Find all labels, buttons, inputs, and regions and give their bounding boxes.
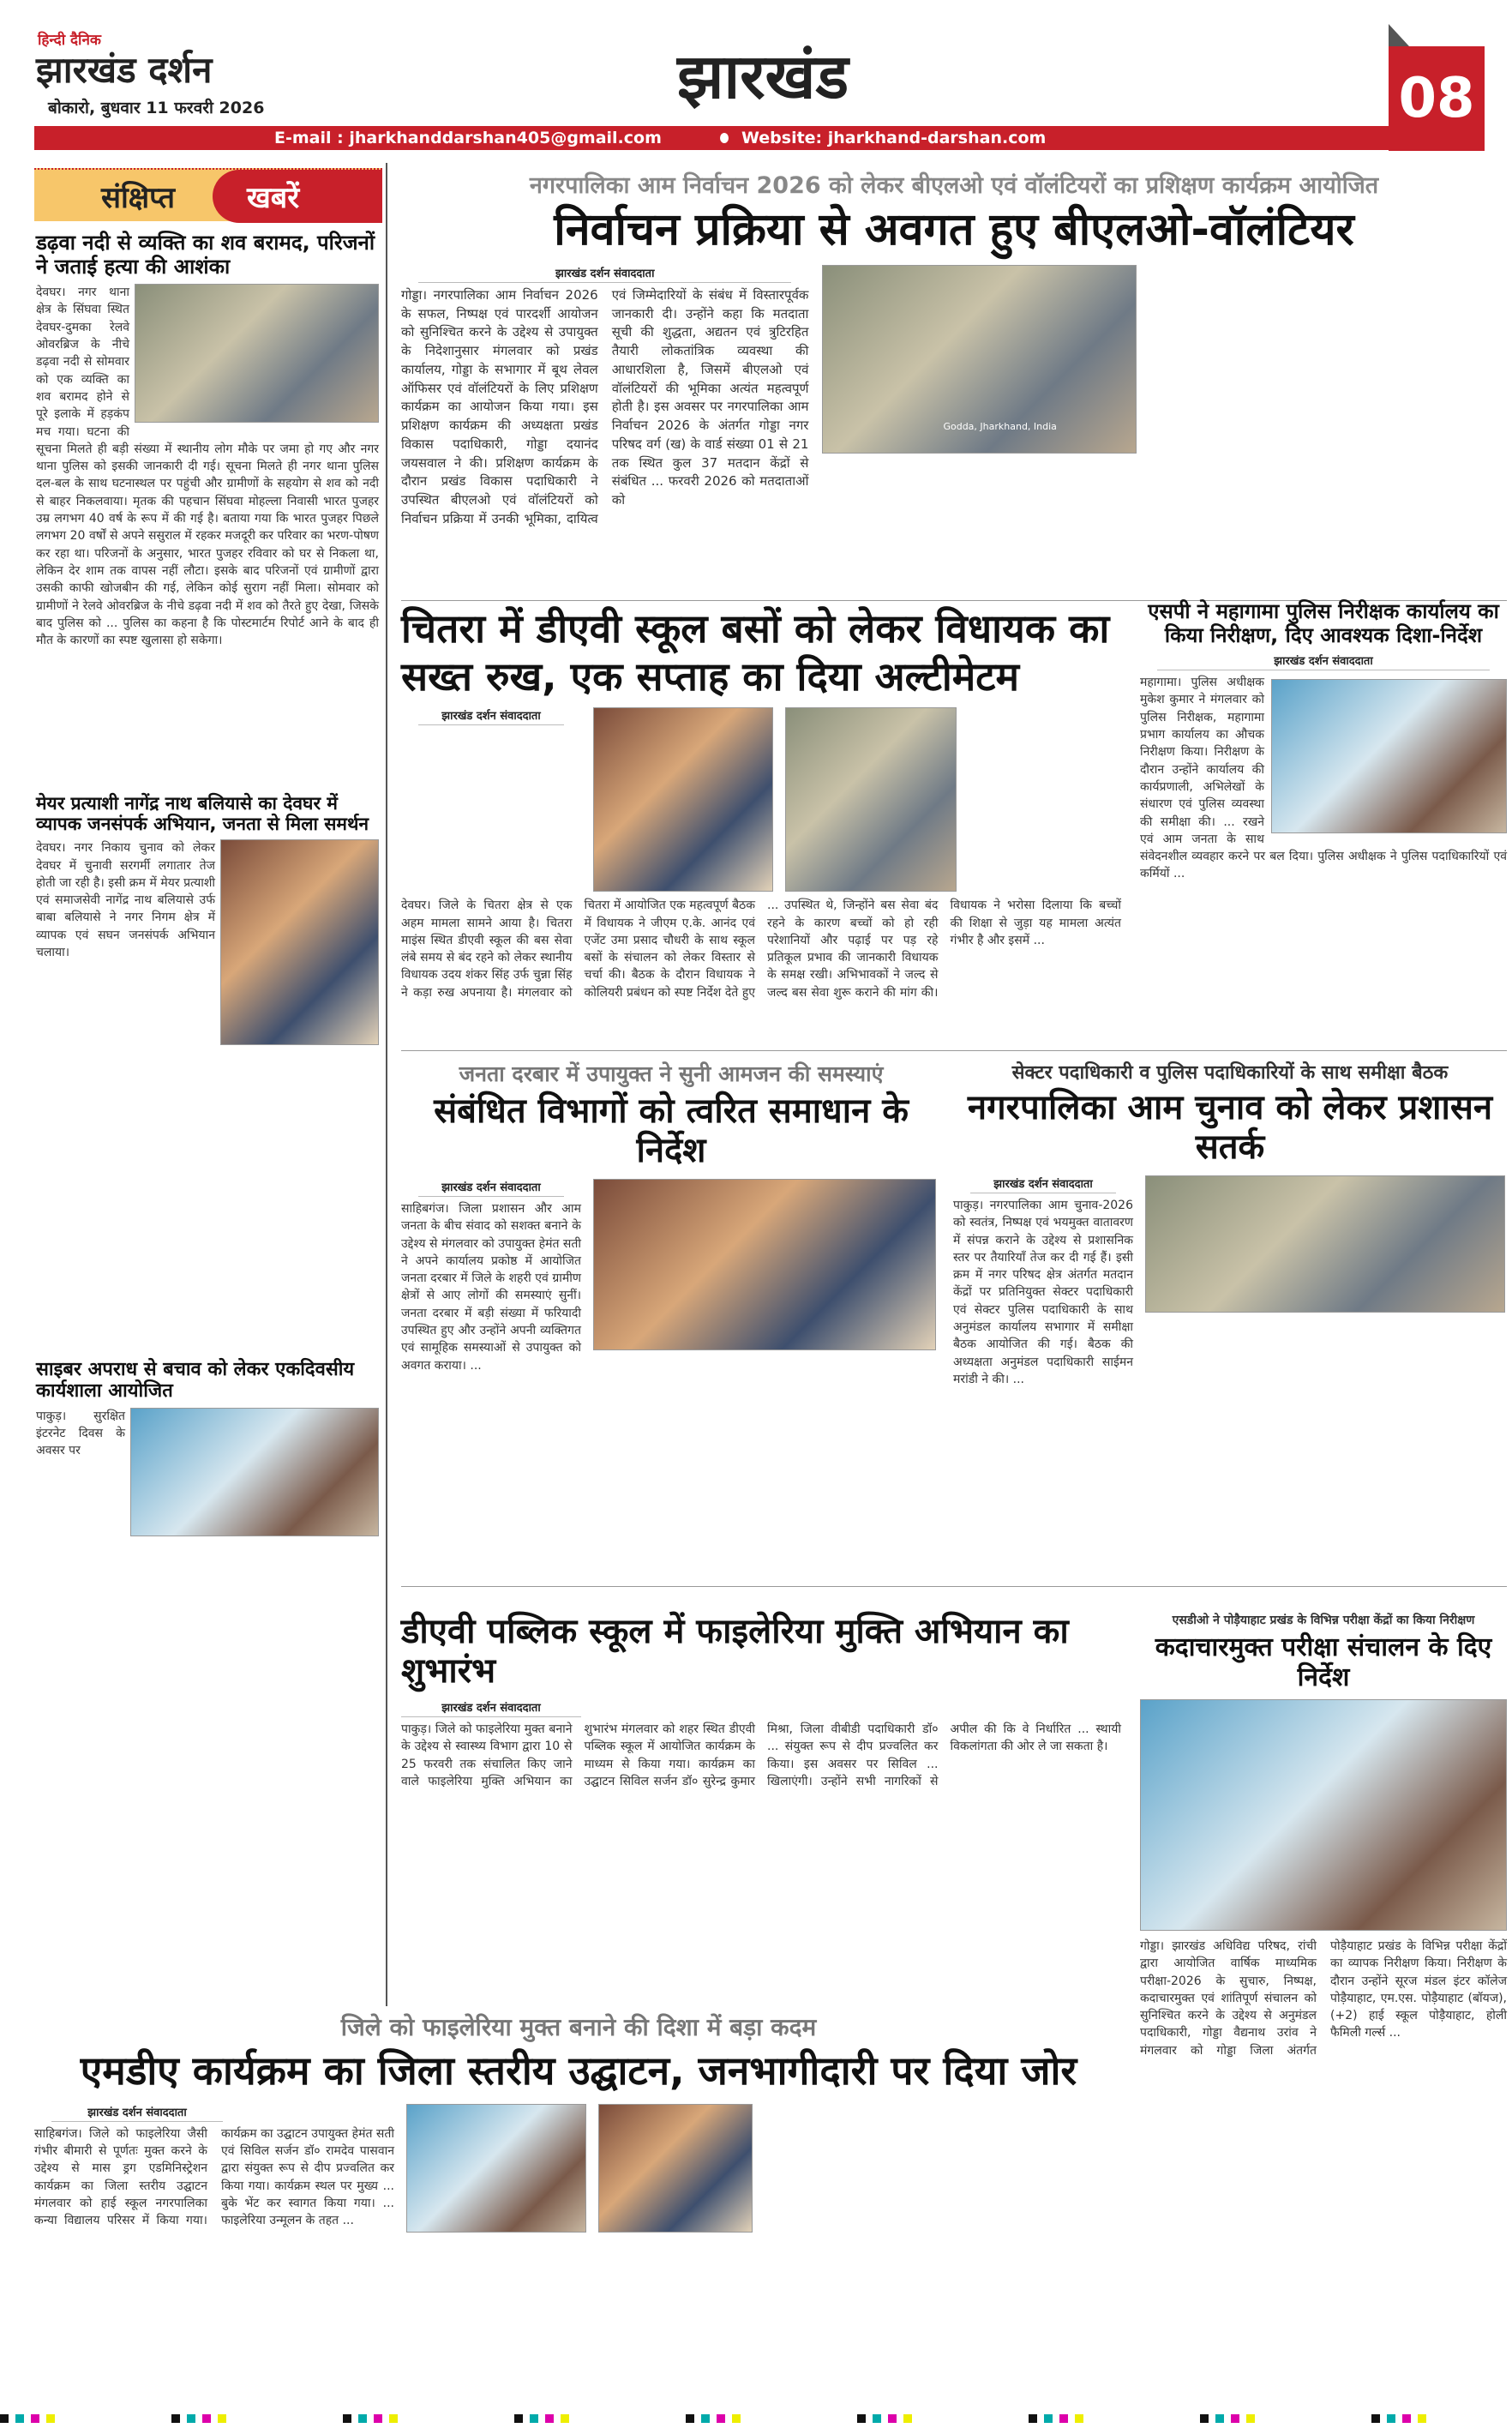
masthead: [0, 0, 1512, 154]
article-body: पाकुड़। सुरक्षित इंटरनेट दिवस के अवसर पर: [36, 1409, 125, 1458]
headline: डढ़वा नदी से व्यक्ति का शव बरामद, परिजनों ने जताई हत्या की आशंका: [36, 231, 375, 279]
photo-exam-hall: [1140, 1699, 1507, 1931]
byline: झारखंड दर्शन संवाददाता: [418, 1179, 564, 1197]
byline: झारखंड दर्शन संवाददाता: [418, 265, 791, 283]
divider: [401, 1586, 1507, 1587]
section-title: झारखंड: [677, 40, 849, 112]
article-body: पाकुड़। जिले को फाइलेरिया मुक्त बनाने के उद्देश्य से स्वास्थ्य विभाग द्वारा 10 से 25 फरवरी तक संचालित किए जाने वाले फाइलेरिया मुक्ति अभियान का शुभारंभ मंगलवार को शहर स्थित डीएवी पब्लिक स्कूल में आयोजित कार्यक्रम के माध्यम से किया गया। कार्यक्रम का उद्घाटन सिविल सर्जन डॉ० सुरेन्द्र कुमार मिश्रा, जिला वीबीडी पदाधिकारी डॉ० ... संयुक्त रूप से दीप प्रज्वलित कर किया। इस अवसर पर सिविल ... खिलाएंगी। उन्होंने सभी नागरिकों से अपील की कि वे निर्धारित ... स्थायी विकलांगता की ओर ले जा सकता है।: [401, 1722, 1121, 1788]
photo-mda-1: [406, 2104, 586, 2233]
kicker: जिले को फाइलेरिया मुक्त बनाने की दिशा में बड़ा कदम: [340, 2013, 817, 2041]
article-darwa: [36, 231, 379, 649]
headline: एमडीए कार्यक्रम का जिला स्तरीय उद्घाटन, जनभागीदारी पर दिया जोर: [80, 2047, 1077, 2094]
kicker: एसडीओ ने पोड़ैयाहाट प्रखंड के विभिन्न परीक्षा केंद्रों का किया निरीक्षण: [1172, 1614, 1475, 1627]
headline: साइबर अपराध से बचाव को लेकर एकदिवसीय कार्यशाला आयोजित: [36, 1359, 355, 1403]
article-body: पाकुड़। नगरपालिका आम चुनाव-2026 को स्वतंत्र, निष्पक्ष एवं भयमुक्त वातावरण में संपन्न कराने के उद्देश्य से प्रशासनिक स्तर पर तैयारियाँ तेज कर दी गई हैं। इसी क्रम में नगर परिषद क्षेत्र अंतर्गत मतदान केंद्रों पर प्रतिनियुक्त सेक्टर पदाधिकारी एवं सेक्टर पुलिस पदाधिकारी के साथ अनुमंडल कार्यालय सभागार में समीक्षा बैठक आयोजित की गई। बैठक की अध्यक्षता अनुमंडल पदाधिकारी साईमन मरांडी ने की। ...: [953, 1199, 1133, 1386]
divider: [401, 1050, 1507, 1051]
headline: निर्वाचन प्रक्रिया से अवगत हुए बीएलओ-वॉलंटियर: [554, 204, 1354, 255]
top-story: [401, 168, 1507, 529]
article-body: महागामा। पुलिस अधीक्षक मुकेश कुमार ने मंगलवार को पुलिस निरीक्षक, महागामा प्रभाग कार्यालय का औचक निरीक्षण किया। निरीक्षण के दौरान उन्होंने कार्यालय की कार्यप्रणाली, अभिलेखों के संधारण एवं पुलिस व्यवस्था की समीक्षा की। ... रखने एवं आम जनता के साथ संवेदनशील व्यवहार करने पर बल दिया। पुलिस अधीक्षक ने पुलिस पदाधिकारियों एवं कर्मियों ...: [1140, 676, 1507, 881]
article-mayor: [36, 793, 379, 1049]
bullet-icon: [720, 133, 729, 143]
photo-mda-2: [598, 2104, 753, 2233]
brief-news-box: [34, 168, 382, 221]
kicker: नगरपालिका आम निर्वाचन 2026 को लेकर बीएलओ एवं वॉलंटियरों का प्रशिक्षण कार्यक्रम आयोजित: [529, 172, 1379, 199]
byline: झारखंड दर्शन संवाददाता: [418, 707, 564, 725]
article-body: गोड्डा। नगरपालिका आम निर्वाचन 2026 के सफल, निष्पक्ष एवं पारदर्शी आयोजन को सुनिश्चित करने के उद्देश्य से उपायुक्त के निदेशानुसार मंगलवार को प्रखंड कार्यालय, गोड्डा के सभागार में बूथ लेवल ऑफिसर एवं वॉलंटियरों के लिए प्रशिक्षण कार्यक्रम का आयोजन किया गया। इस प्रशिक्षण कार्यक्रम की अध्यक्षता प्रखंड विकास पदाधिकारी, गोड्डा दयानंद जयसवाल ने की। प्रशिक्षण कार्यक्रम के दौरान प्रखंड विकास पदाधिकारी ने उपस्थित बीएलओ एवं वॉलंटियरों को निर्वाचन प्रक्रिया में उनकी भूमिका, दायित्व एवं जिम्मेदारियों के संबंध में विस्तारपूर्वक जानकारी दी। उन्होंने कहा कि मतदाता सूची की शुद्धता, अद्यतन एवं त्रुटिरहित तैयारी लोकतांत्रिक व्यवस्था की आधारशिला है, जिसमें बीएलओ एवं वॉलंटियरों की भूमिका अत्यंत महत्वपूर्ण होती है। इस अवसर पर नगरपालिका आम निर्वाचन 2026 के अंतर्गत गोड्डा नगर परिषद वर्ग (ख) के वार्ड संख्या 01 से 21 तक स्थित कुल 37 मतदान केंद्रों से संबंधित ... फरवरी 2026 को मतदाताओं को: [401, 286, 809, 526]
registration-marks: [0, 2414, 1512, 2423]
column-divider: [386, 163, 387, 2006]
headline: नगरपालिका आम चुनाव को लेकर प्रशासन सतर्क: [967, 1088, 1493, 1167]
dav-filaria-story: [401, 1612, 1121, 1790]
paper-tagline: हिन्दी दैनिक: [38, 32, 101, 49]
photo-workshop: [130, 1408, 379, 1536]
page-number-text: 08: [1398, 67, 1475, 130]
article-body: देवघर। नगर निकाय चुनाव को लेकर देवघर में चुनावी सरगर्मी लगातार तेज होती जा रही है। इसी क्रम में मेयर प्रत्याशी एवं समाजसेवी नागेंद्र नाथ बलियासे उर्फ बाबा बलियासे ने नगर निगम क्षेत्र में व्यापक एवं सघन जनसंपर्क अभियान चलाया।: [36, 841, 215, 960]
byline: झारखंड दर्शन संवाददाता: [401, 1699, 581, 1717]
byline: झारखंड दर्शन संवाददाता: [51, 2104, 223, 2122]
news-label-text: खबरें: [247, 181, 300, 215]
photo-caption: Godda, Jharkhand, India: [943, 420, 1057, 432]
article-cyber: [36, 1359, 379, 1540]
photo-inspection: [1271, 679, 1507, 833]
headline: कदाचारमुक्त परीक्षा संचालन के दिए निर्देश: [1155, 1632, 1492, 1692]
chitra-story: [401, 604, 1121, 1001]
photo-meeting-2: [785, 707, 957, 892]
headline: मेयर प्रत्याशी नागेंद्र नाथ बलियासे का देवघर में व्यापक जनसंपर्क अभियान, जनता से मिला समर्थन: [36, 793, 369, 835]
mda-story: [34, 2010, 1123, 2233]
sp-story: [1140, 600, 1507, 883]
article-body: गोड्डा। झारखंड अधिविद्य परिषद, रांची द्वारा आयोजित वार्षिक माध्यमिक परीक्षा-2026 के सुचारु, निष्पक्ष, कदाचारमुक्त एवं शांतिपूर्ण संचालन को सुनिश्चित करने के उद्देश्य से अनुमंडल पदाधिकारी, गोड्डा वैद्यनाथ उरांव ने मंगलवार को गोड्डा जिला अंतर्गत पोड़ैयाहाट प्रखंड के विभिन्न परीक्षा केंद्रों का व्यापक निरीक्षण किया। निरीक्षण के दौरान उन्होंने सूरज मंडल इंटर कॉलेज पोड़ैयाहाट, एम.एस. पोड़ैयाहाट (बॉयज), (+2) हाई स्कूल पोड़ैयाहाट, होली फैमिली गर्ल्स ...: [1140, 1939, 1507, 2058]
photo-meeting-1: [593, 707, 773, 892]
article-body: साहिबगंज। जिला प्रशासन और आम जनता के बीच संवाद को सशक्त बनाने के उद्देश्य से मंगलवार को उपायुक्त हेमंत सती ने अपने कार्यालय प्रकोष्ठ में आयोजित जनता दरबार में जिले के शहरी एवं ग्रामीण क्षेत्रों से आए लोगों की समस्याएं सुनीं। जनता दरबार में बड़ी संख्या में फरियादी उपस्थित हुए और उन्होंने अपनी व्यक्तिगत एवं सामूहिक समस्याओं से उपायुक्त को अवगत कराया। ...: [401, 1202, 581, 1373]
page-number: [1389, 46, 1485, 151]
photo-river-body: [135, 284, 379, 423]
news-label: [213, 170, 382, 223]
photo-campaign: [220, 839, 379, 1045]
email-link[interactable]: E-mail : jharkhanddarshan405@gmail.com: [274, 129, 662, 147]
kicker: सेक्टर पदाधिकारी व पुलिस पदाधिकारियों के साथ समीक्षा बैठक: [1011, 1062, 1449, 1084]
janata-darbar-story: [401, 1059, 941, 1374]
nagarpalika-story: [953, 1059, 1507, 1388]
dateline: बोकारो, बुधवार 11 फरवरी 2026: [48, 99, 265, 117]
article-body: साहिबगंज। जिले को फाइलेरिया जैसी गंभीर बीमारी से पूर्णतः मुक्त करने के उद्देश्य से मास ड्रग एडमिनिस्ट्रेशन कार्यक्रम का जिला स्तरीय उद्घाटन मंगलवार को हाई स्कूल नगरपालिका कन्या विद्यालय परिसर में किया गया। कार्यक्रम का उद्घाटन उपायुक्त हेमंत सती एवं सिविल सर्जन डॉ० रामदेव पासवान द्वारा संयुक्त रूप से दीप प्रज्वलित कर किया गया। कार्यक्रम स्थल पर मुख्य ... बुके भेंट कर स्वागत किया गया। ... फाइलेरिया उन्मूलन के तहत ...: [34, 2126, 394, 2228]
kicker: जनता दरबार में उपायुक्त ने सुनी आमजन की समस्याएं: [459, 1061, 884, 1086]
article-body: देवघर। नगर थाना क्षेत्र के सिंघवा स्थित देवघर-दुमका रेलवे ओवरब्रिज के नीचे डढ़वा नदी से सोमवार को एक व्यक्ति का शव बरामद होने से पूरे इलाके में हड़कंप मच गया। घटना की सूचना मिलते ही बड़ी संख्या में स्थानीय लोग मौके पर जमा हो गए और नगर थाना पुलिस को इसकी जानकारी दी गई। सूचना मिलते ही नगर थाना पुलिस दल-बल के साथ घटनास्थल पर पहुंची और ग्रामीणों के सहयोग से शव को नदी से बाहर निकलवाया। मृतक की पहचान सिंघवा मोहल्ला निवासी भारत पुजहर उम्र लगभग 40 वर्ष के रूप में की गई है। बताया गया कि भारत पुजहर पिछले लगभग 20 वर्षों से अपने ससुराल में रहकर मजदूरी कर परिवार का भरण-पोषण कर रहा था। परिजनों के अनुसार, भारत पुजहर रविवार को घर से निकला था, लेकिन देर शाम तक वापस नहीं लौटा। इसके बाद परिजनों एवं ग्रामीणों द्वारा उसकी काफी खोजबीन की गई, लेकिन कोई सुराग नहीं मिला। सोमवार को ग्रामीणों ने रेलवे ओवरब्रिज के नीचे डढ़वा नदी में शव को तैरते हुए देखा, जिसके बाद पुलिस को ... पुलिस का कहना है कि पोस्टमार्टम रिपोर्ट आने के बाद ही मौत के कारणों का स्पष्ट खुलासा हो सकेगा।: [36, 285, 379, 648]
corner-fold: [1389, 24, 1409, 46]
contact-bar: [34, 126, 1389, 150]
website-link[interactable]: Website: jharkhand-darshan.com: [741, 129, 1047, 147]
article-continuation: [1150, 265, 1507, 529]
exam-story: [1140, 1612, 1507, 2059]
byline: झारखंड दर्शन संवाददाता: [1157, 652, 1490, 670]
photo-training: [822, 265, 1137, 454]
article-body: देवघर। जिले के चितरा क्षेत्र से एक अहम मामला सामने आया है। चितरा माइंस स्थित डीएवी स्कूल की बस सेवा लंबे समय से बंद रहने को लेकर स्थानीय विधायक उदय शंकर सिंह उर्फ चुन्ना सिंह ने कड़ा रुख अपनाया है। मंगलवार को चितरा में आयोजित एक महत्वपूर्ण बैठक में विधायक ने जीएम ए.के. आनंद एवं एजेंट उमा प्रसाद चौधरी के साथ स्कूल बसों के संचालन को लेकर विस्तार से चर्चा की। बैठक के दौरान विधायक ने कोलियरी प्रबंधन को स्पष्ट निर्देश देते हुए ... उपस्थित थे, जिन्होंने बस सेवा बंद रहने के कारण बच्चों को हो रही परेशानियों और पढ़ाई पर पड़ रहे प्रतिकूल प्रभाव की जानकारी विधायक के समक्ष रखी। अभिभावकों ने जल्द से जल्द बस सेवा शुरू कराने की मांग की। विधायक ने भरोसा दिलाया कि बच्चों की शिक्षा से जुड़ा यह मामला अत्यंत गंभीर है और इसमें ...: [401, 898, 1121, 1000]
photo-review-meeting: [1145, 1175, 1505, 1313]
byline: झारखंड दर्शन संवाददाता: [970, 1175, 1116, 1193]
headline: संबंधित विभागों को त्वरित समाधान के निर्देश: [434, 1091, 909, 1170]
headline: एसपी ने महागामा पुलिस निरीक्षक कार्यालय का किया निरीक्षण, दिए आवश्यक दिशा-निर्देश: [1148, 599, 1499, 647]
brief-label: संक्षिप्त: [101, 181, 176, 215]
headline: डीएवी पब्लिक स्कूल में फाइलेरिया मुक्ति अभियान का शुभारंभ: [401, 1612, 1069, 1691]
photo-janata-darbar: [593, 1179, 936, 1350]
headline: चितरा में डीएवी स्कूल बसों को लेकर विधायक का सख्त रुख, एक सप्ताह का दिया अल्टीमेटम: [401, 605, 1110, 700]
paper-logo: झारखंड दर्शन: [36, 49, 213, 91]
